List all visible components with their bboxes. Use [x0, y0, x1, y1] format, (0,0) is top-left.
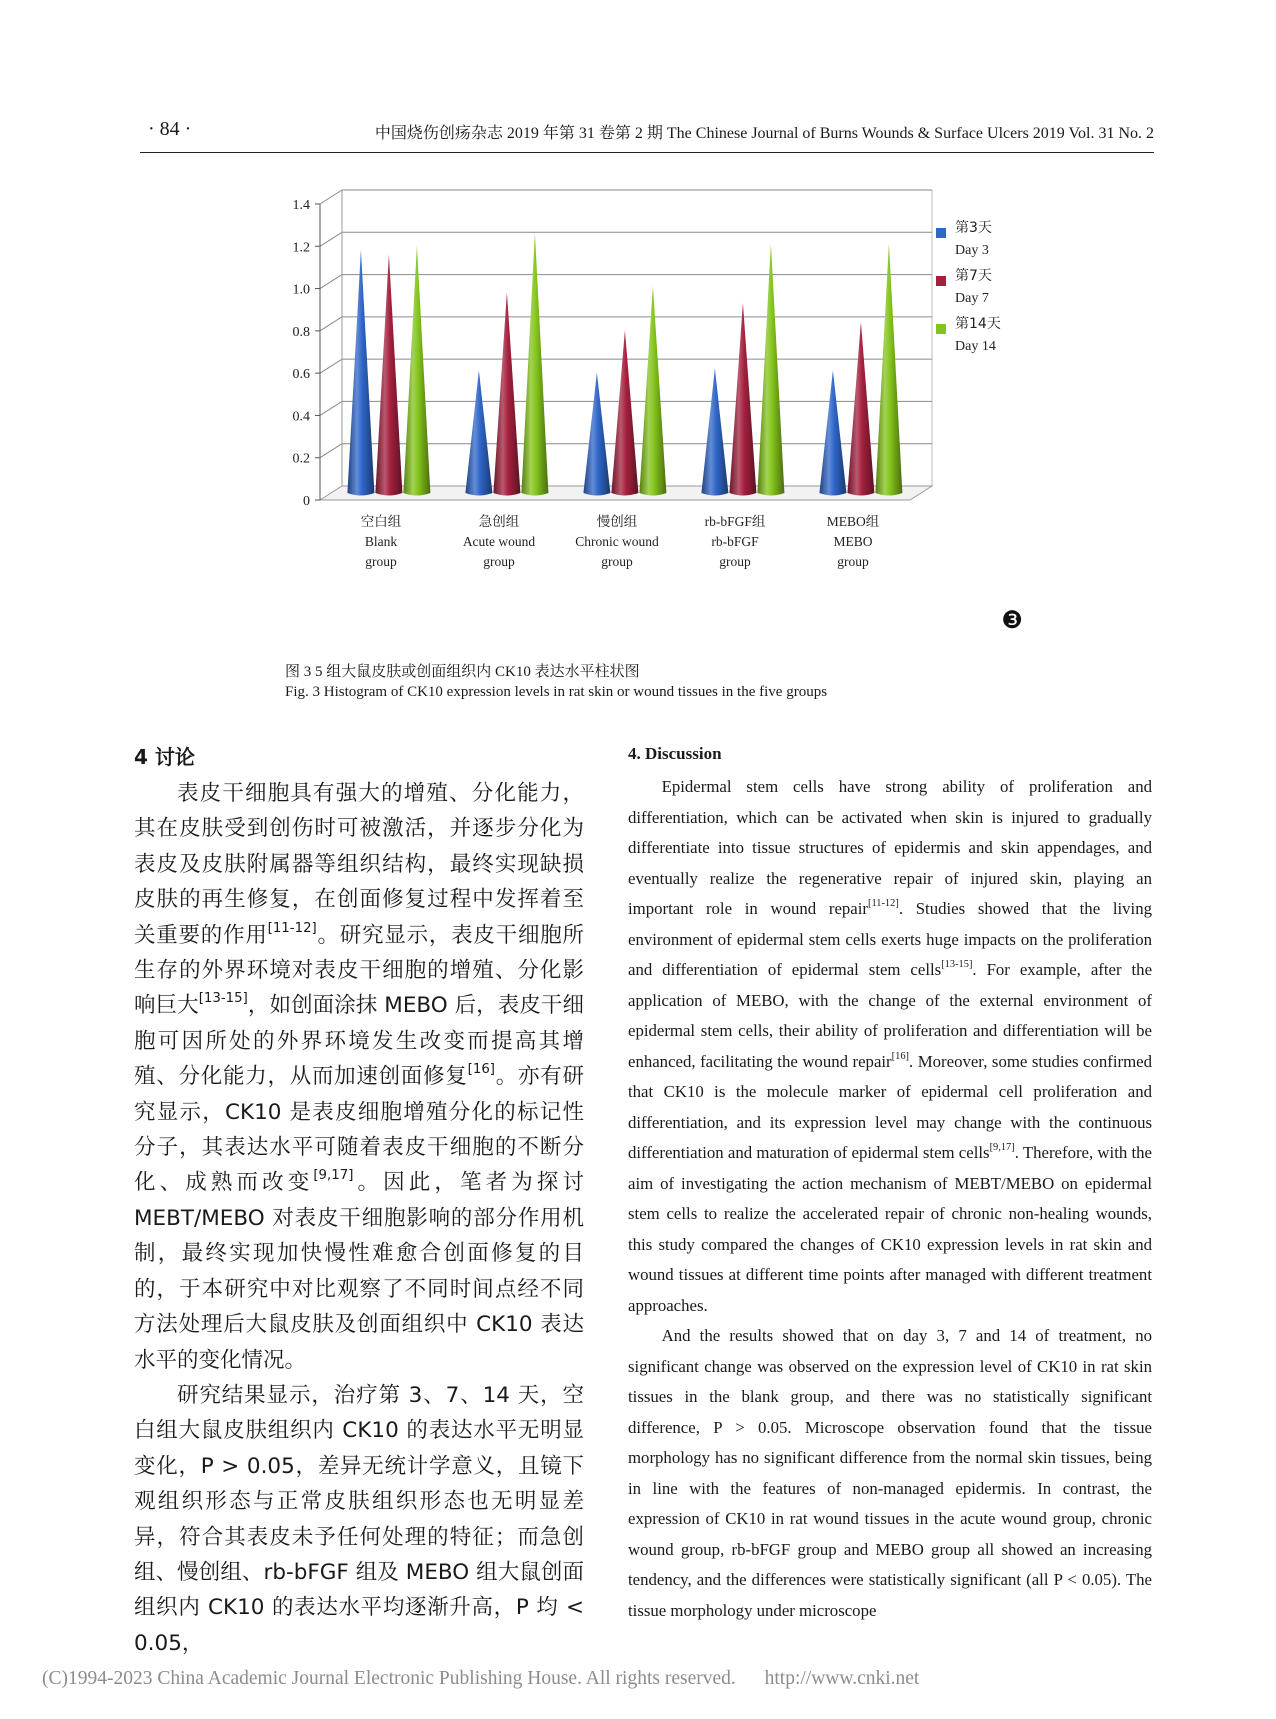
grid-line-side: [320, 190, 342, 204]
legend-swatch: [936, 276, 946, 286]
citation-ref: [11-12]: [867, 898, 899, 910]
legend-label-en: Day 3: [955, 243, 989, 258]
citation-ref: [9,17]: [313, 1168, 354, 1184]
figure-caption-cn: 图 3 5 组大鼠皮肤或创面组织内 CK10 表达水平柱状图: [285, 664, 640, 680]
citation-ref: [16]: [891, 1050, 909, 1062]
legend-label-en: Day 7: [955, 291, 989, 306]
x-category-label: group: [719, 554, 751, 569]
y-tick-label: 0.4: [292, 409, 310, 425]
x-category-label: 空白组: [360, 514, 402, 529]
paragraph-cn-1: 表皮干细胞具有强大的增殖、分化能力，其在皮肤受到创伤时可被激活，并逐步分化为表皮及皮肤附属器等组织结构，最终实现缺损皮肤的再生修复，在创面修复过程中发挥着至关重要的作用[11-12]。研究显示，表皮干细胞所生存的外界环境对表皮干细胞的增殖、分化影响巨大[13-15]，如创面涂抹 MEBO 后，表皮干细胞可因所处的外界环境发生改变而提高其增殖、分化能力，从而加速创面修复[16]。亦有研究显示，CK10 是表皮细胞增殖分化的标记性分子，其表达水平可随着表皮干细胞的不断分化、成熟而改变[9,17]。因此，笔者为探讨 MEBT/MEBO 对表皮干细胞影响的部分作用机制，最终实现加快慢性难愈合创面修复的目的，于本研究中对比观察了不同时间点经不同方法处理后大鼠皮肤及创面组织中 CK10 表达水平的变化情况。: [134, 781, 584, 1373]
legend-label-cn: 第7天: [955, 268, 992, 284]
y-tick-label: 1.2: [292, 240, 310, 256]
x-category-label: group: [483, 554, 515, 569]
legend-label-cn: 第3天: [955, 220, 992, 236]
copyright-footer: [42, 1668, 919, 1690]
grid-line-side: [320, 444, 342, 458]
cnki-url: http://www.cnki.net: [764, 1668, 920, 1689]
x-category-label: rb-bFGF组: [704, 514, 766, 529]
figure-number-badge: ❸: [1001, 606, 1023, 634]
section-heading-en: 4. Discussion: [628, 744, 722, 763]
x-category-label: group: [365, 554, 397, 569]
citation-ref: [9,17]: [989, 1142, 1015, 1154]
section-heading-cn: 4 讨论: [134, 745, 195, 769]
page-header: [0, 118, 1276, 148]
grid-line-side: [320, 275, 342, 289]
y-tick-label: 0.8: [292, 324, 310, 340]
x-category-label: 急创组: [478, 514, 520, 529]
x-category-label: 慢创组: [596, 514, 638, 529]
x-category-label: rb-bFGF: [711, 534, 759, 549]
chart-back-wall: [342, 190, 932, 486]
x-category-label: Acute wound: [462, 534, 536, 549]
y-tick-label: 1.0: [292, 282, 310, 298]
discussion-en-column: [628, 740, 1152, 1626]
legend-label-cn: 第14天: [955, 316, 1001, 332]
copyright-text: (C)1994-2023 China Academic Journal Electronic Publishing House. All rights reserved.: [42, 1668, 736, 1689]
grid-line-side: [320, 401, 342, 415]
x-category-label: Chronic wound: [575, 534, 659, 549]
figure-caption-en: Fig. 3 Histogram of CK10 expression levels in rat skin or wound tissues in the five groups: [285, 684, 828, 700]
grid-line-side: [320, 232, 342, 246]
running-head: 中国烧伤创疡杂志 2019 年第 31 卷第 2 期 The Chinese Journal of Burns Wounds & Surface Ulcers 2019 Vol. 31 No. 2: [374, 125, 1154, 142]
legend-swatch: [936, 228, 946, 238]
citation-ref: [16]: [467, 1062, 495, 1078]
grid-line-side: [320, 359, 342, 373]
header-rule: [140, 152, 1154, 153]
discussion-cn-column: [134, 740, 584, 1661]
y-tick-label: 0: [303, 494, 310, 509]
x-category-label: group: [837, 554, 869, 569]
paragraph-cn-2: 研究结果显示，治疗第 3、7、14 天，空白组大鼠皮肤组织内 CK10 的表达水平无明显变化，P > 0.05，差异无统计学意义，且镜下观组织形态与正常皮肤组织形态也无明显差异，符合其表皮未予任何处理的特征；而急创组、慢创组、rb-bFGF 组及 MEBO 组大鼠创面组织内 CK10 的表达水平均逐渐升高，P 均 < 0.05，: [134, 1382, 584, 1656]
paragraph-en-1: Epidermal stem cells have strong ability of proliferation and differentiation, which can be activated when skin is injured to gradually differentiate into tissue structures of epidermis and skin appendages, and eventually realize the regenerative repair of injured skin, playing an important role in wound repair[11-12]. Studies showed that the living environment of epidermal stem cells exerts huge impacts on the proliferation and differentiation of epidermal stem cells[13-15]. For example, after the application of MEBO, with the change of the external environment of epidermal stem cells, their ability of proliferation and differentiation will be enhanced, facilitating the wound repair[16]. Moreover, some studies confirmed that CK10 is the molecule marker of epidermal cell proliferation and differentiation, and its expression level may change with the continuous differentiation and maturation of epidermal stem cells[9,17]. Therefore, with the aim of investigating the action mechanism of MEBT/MEBO on epidermal stem cells to realize the accelerated repair of chronic non-healing wounds, this study compared the changes of CK10 expression levels in rat skin and wound tissues at different time points after managed with different treatment approaches.: [628, 777, 1153, 1315]
y-tick-label: 1.4: [292, 198, 310, 213]
page-number: · 84 ·: [148, 118, 192, 140]
y-tick-label: 0.2: [292, 451, 310, 467]
x-category-label: MEBO: [833, 534, 873, 549]
legend-swatch: [936, 324, 946, 334]
citation-ref: [13-15]: [941, 959, 973, 971]
citation-ref: [11-12]: [267, 920, 317, 936]
citation-ref: [13-15]: [198, 991, 248, 1007]
cone-bar-chart: [270, 180, 1070, 640]
x-category-label: group: [601, 554, 633, 569]
x-category-label: MEBO组: [826, 514, 880, 529]
legend-label-en: Day 14: [955, 339, 996, 354]
paragraph-en-2: And the results showed that on day 3, 7 and 14 of treatment, no significant change was observed on the expression level of CK10 in rat skin tissues in the blank group, and there was no statistically significant difference, P > 0.05. Microscope observation found that the tissue morphology has no significant difference from the normal skin tissues, being in line with the features of non-managed epidermis. In contrast, the expression of CK10 in rat wound tissues in the acute wound group, chronic wound group, rb-bFGF group and MEBO group all showed an increasing tendency, and the differences were statistically significant (all P < 0.05). The tissue morphology under microscope: [628, 1326, 1152, 1620]
x-category-label: Blank: [364, 534, 398, 549]
y-tick-label: 0.6: [292, 367, 310, 383]
grid-line-side: [320, 317, 342, 331]
